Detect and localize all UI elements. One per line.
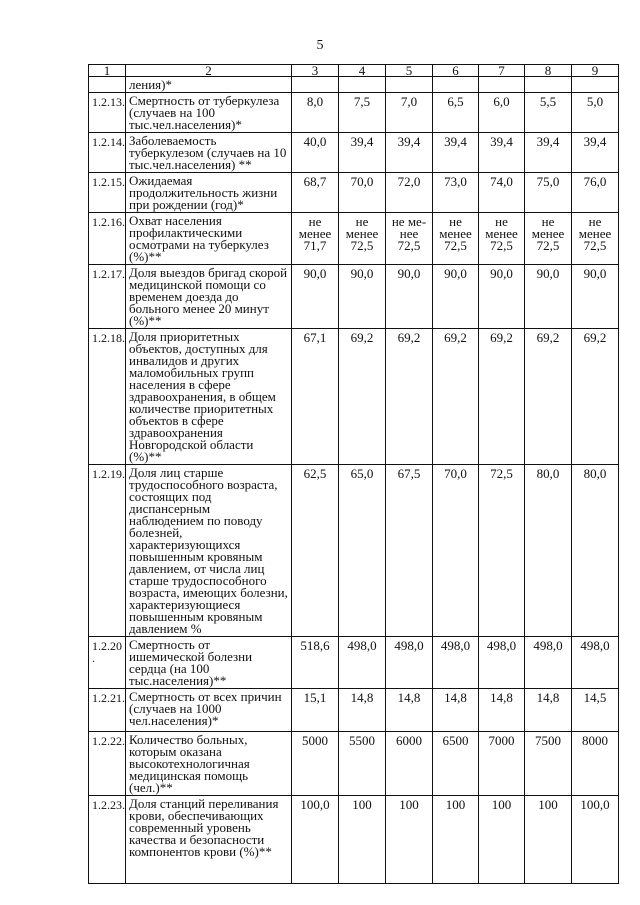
indicator-value: 67,1 xyxy=(292,329,339,465)
row-number: 1.2.22. xyxy=(89,732,126,796)
row-number: 1.2.19. xyxy=(89,465,126,637)
table-row xyxy=(89,732,619,796)
row-number: 1.2.18. xyxy=(89,329,126,465)
indicator-value: 65,0 xyxy=(339,465,386,637)
indicator-value: 100 xyxy=(479,796,525,884)
indicator-value: 518,6 xyxy=(292,637,339,689)
column-header: 2 xyxy=(126,65,292,77)
indicator-value: 6,5 xyxy=(433,93,479,133)
indicator-value: 70,0 xyxy=(339,173,386,213)
indicator-value: 14,5 xyxy=(572,689,619,732)
indicators-table xyxy=(88,64,619,884)
indicator-value: 72,0 xyxy=(386,173,433,213)
row-number: 1.2.20 . xyxy=(89,637,126,689)
indicator-value: 14,8 xyxy=(479,689,525,732)
indicator-name: Доля станций переливания крови, обеспечивающих современный уровень качества и безопасности компонентов крови (%)** xyxy=(126,796,292,884)
indicator-value: 69,2 xyxy=(433,329,479,465)
indicator-value: 7000 xyxy=(479,732,525,796)
indicator-value: 40,0 xyxy=(292,133,339,173)
header-row xyxy=(89,65,619,77)
column-header: 8 xyxy=(525,65,572,77)
indicator-value xyxy=(433,77,479,93)
table-row xyxy=(89,93,619,133)
indicator-value xyxy=(479,77,525,93)
indicator-value: 498,0 xyxy=(433,637,479,689)
indicator-name: Заболеваемость туберкулезом (случаев на 10 тыс.чел.населения) ** xyxy=(126,133,292,173)
indicator-name: Количество больных, которым оказана высокотехнологичная медицинская помощь (чел.)** xyxy=(126,732,292,796)
indicator-value: 100 xyxy=(433,796,479,884)
indicator-value: 80,0 xyxy=(525,465,572,637)
column-header: 9 xyxy=(572,65,619,77)
indicator-value: не менее 71,7 xyxy=(292,213,339,265)
indicator-name: Охват населения профилактическими осмотрами на туберкулез (%)** xyxy=(126,213,292,265)
indicator-value: 100,0 xyxy=(292,796,339,884)
row-number: 1.2.14. xyxy=(89,133,126,173)
indicator-value: 69,2 xyxy=(572,329,619,465)
column-header: 6 xyxy=(433,65,479,77)
indicator-value: 14,8 xyxy=(525,689,572,732)
indicator-value: 90,0 xyxy=(479,265,525,329)
indicator-value: не менее 72,5 xyxy=(572,213,619,265)
row-number: 1.2.15. xyxy=(89,173,126,213)
indicator-value xyxy=(525,77,572,93)
indicator-value: 69,2 xyxy=(339,329,386,465)
indicator-value: 498,0 xyxy=(572,637,619,689)
indicator-value: 70,0 xyxy=(433,465,479,637)
table-row xyxy=(89,796,619,884)
indicator-name: Доля приоритетных объектов, доступных для инвалидов и других маломобильных групп населения в сфере здравоохранения, в общем количестве приоритетных объектов в сфере здравоохранения Новгородской области (%)** xyxy=(126,329,292,465)
indicator-value: 69,2 xyxy=(386,329,433,465)
indicator-value: 62,5 xyxy=(292,465,339,637)
indicator-value: 498,0 xyxy=(479,637,525,689)
indicator-value: 90,0 xyxy=(386,265,433,329)
table-row xyxy=(89,77,619,93)
indicator-value: 73,0 xyxy=(433,173,479,213)
indicator-value xyxy=(339,77,386,93)
indicator-value: 75,0 xyxy=(525,173,572,213)
indicator-name: Смертность от туберкулеза (случаев на 100 тыс.чел.населения)* xyxy=(126,93,292,133)
indicator-value xyxy=(292,77,339,93)
indicator-name: Доля лиц старше трудоспособного возраста, состоящих под диспансерным наблюдением по поводу болезней, характеризующихся повышенным кровяным давлением, от числа лиц старше трудоспособного возраста, имеющих болезни, характеризующиеся повышенным кровяным давлением % xyxy=(126,465,292,637)
row-number: 1.2.21. xyxy=(89,689,126,732)
indicator-value: 68,7 xyxy=(292,173,339,213)
table-row xyxy=(89,133,619,173)
indicator-value: 39,4 xyxy=(479,133,525,173)
indicator-value xyxy=(572,77,619,93)
column-header: 3 xyxy=(292,65,339,77)
column-header: 4 xyxy=(339,65,386,77)
indicator-value: 39,4 xyxy=(339,133,386,173)
page-number: 5 xyxy=(316,38,324,53)
table-row xyxy=(89,689,619,732)
indicator-value: 8000 xyxy=(572,732,619,796)
indicator-name: Ожидаемая продолжительность жизни при рождении (год)* xyxy=(126,173,292,213)
indicator-value: 100 xyxy=(525,796,572,884)
indicator-value: 76,0 xyxy=(572,173,619,213)
indicator-name: ления)* xyxy=(126,77,292,93)
indicator-value: 7500 xyxy=(525,732,572,796)
indicator-value: 69,2 xyxy=(479,329,525,465)
indicator-value: 90,0 xyxy=(339,265,386,329)
indicator-value: 74,0 xyxy=(479,173,525,213)
indicator-value: 80,0 xyxy=(572,465,619,637)
table-row xyxy=(89,265,619,329)
indicator-value: не менее 72,5 xyxy=(479,213,525,265)
indicator-value: 498,0 xyxy=(386,637,433,689)
indicator-value: 498,0 xyxy=(339,637,386,689)
table-row xyxy=(89,637,619,689)
column-header: 7 xyxy=(479,65,525,77)
indicator-value: 5000 xyxy=(292,732,339,796)
indicator-value: не менее 72,5 xyxy=(433,213,479,265)
indicator-value: 5,5 xyxy=(525,93,572,133)
indicator-value: не менее 72,5 xyxy=(525,213,572,265)
indicator-value: 6000 xyxy=(386,732,433,796)
indicator-value: 15,1 xyxy=(292,689,339,732)
indicator-value: 7,0 xyxy=(386,93,433,133)
table-row xyxy=(89,173,619,213)
indicator-value: 100 xyxy=(339,796,386,884)
row-number xyxy=(89,77,126,93)
indicator-value: не менее 72,5 xyxy=(339,213,386,265)
indicator-value: 39,4 xyxy=(525,133,572,173)
indicator-value: 7,5 xyxy=(339,93,386,133)
indicator-value: 14,8 xyxy=(386,689,433,732)
indicator-value: 90,0 xyxy=(292,265,339,329)
table-row xyxy=(89,329,619,465)
indicator-value: 67,5 xyxy=(386,465,433,637)
indicator-name: Доля выездов бригад скорой медицинской помощи со временем доезда до больного менее 20 минут (%)** xyxy=(126,265,292,329)
indicator-value: 69,2 xyxy=(525,329,572,465)
indicator-value: не ме- нее 72,5 xyxy=(386,213,433,265)
indicator-value: 14,8 xyxy=(433,689,479,732)
column-header: 5 xyxy=(386,65,433,77)
indicator-value: 90,0 xyxy=(433,265,479,329)
indicator-value: 5500 xyxy=(339,732,386,796)
column-header: 1 xyxy=(89,65,126,77)
indicator-value: 8,0 xyxy=(292,93,339,133)
indicator-value: 39,4 xyxy=(433,133,479,173)
row-number: 1.2.17. xyxy=(89,265,126,329)
indicator-value: 100,0 xyxy=(572,796,619,884)
row-number: 1.2.13. xyxy=(89,93,126,133)
indicator-value: 72,5 xyxy=(479,465,525,637)
indicator-value: 39,4 xyxy=(572,133,619,173)
indicator-value: 90,0 xyxy=(525,265,572,329)
indicator-value: 14,8 xyxy=(339,689,386,732)
indicator-value: 6,0 xyxy=(479,93,525,133)
indicator-value: 100 xyxy=(386,796,433,884)
indicator-value xyxy=(386,77,433,93)
row-number: 1.2.23. xyxy=(89,796,126,884)
table-row xyxy=(89,465,619,637)
indicator-value: 6500 xyxy=(433,732,479,796)
indicator-value: 39,4 xyxy=(386,133,433,173)
indicator-value: 498,0 xyxy=(525,637,572,689)
indicator-value: 90,0 xyxy=(572,265,619,329)
table-row xyxy=(89,213,619,265)
indicator-value: 5,0 xyxy=(572,93,619,133)
row-number: 1.2.16. xyxy=(89,213,126,265)
indicator-name: Смертность от всех причин (случаев на 1000 чел.населения)* xyxy=(126,689,292,732)
indicator-name: Смертность от ишемической болезни сердца (на 100 тыс.населения)** xyxy=(126,637,292,689)
